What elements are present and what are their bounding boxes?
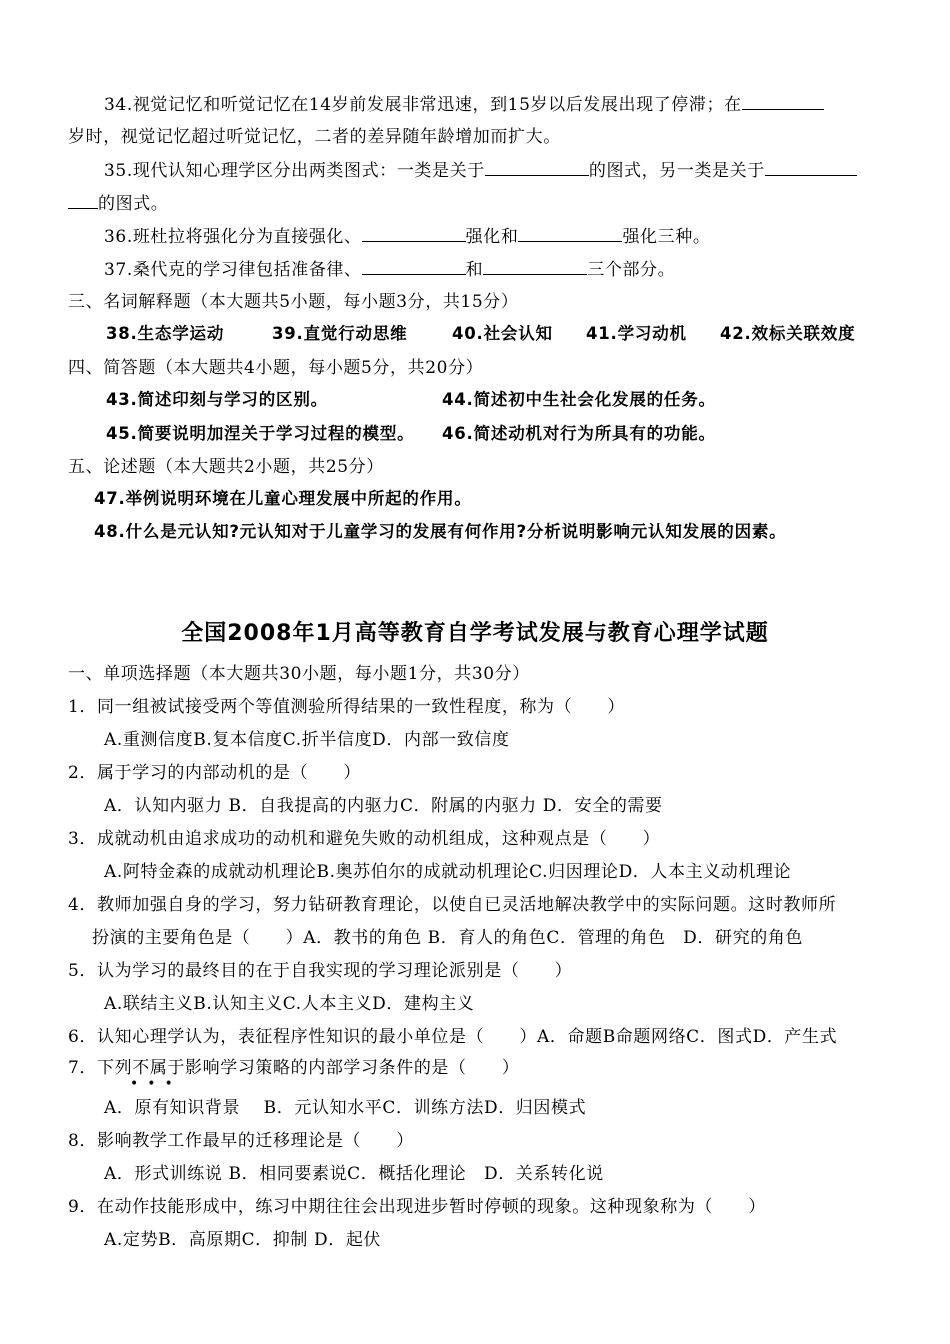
question-9: 9．在动作技能形成中，练习中期往往会出现进步暂时停顿的现象。这种现象称为（ ） bbox=[68, 1197, 766, 1217]
question-35-line2: 的图式。 bbox=[68, 193, 168, 214]
answer-blank bbox=[518, 226, 622, 242]
question-8: 8．影响教学工作最早的迁移理论是（ ） bbox=[68, 1131, 414, 1151]
question-35-line1: 35.现代认知心理学区分出两类图式：一类是关于 的图式，另一类是关于 bbox=[104, 160, 857, 181]
answer-blank bbox=[362, 226, 466, 242]
question-1-options: A.重测信度B.复本信度C.折半信度D．内部一致信度 bbox=[104, 730, 510, 750]
question-3-options: A.阿特金森的成就动机理论B.奥苏伯尔的成就动机理论C.归因理论D．人本主义动机理论 bbox=[104, 862, 792, 882]
question-9-options: A.定势B．高原期C．抑制 D．起伏 bbox=[104, 1230, 382, 1250]
question-3: 3．成就动机由追求成功的动机和避免失败的动机组成，这种观点是（ ） bbox=[68, 829, 661, 849]
question-34-line2: 岁时，视觉记忆超过听觉记忆，二者的差异随年龄增加而扩大。 bbox=[68, 127, 561, 147]
answer-blank bbox=[485, 160, 589, 176]
question-2-options: A．认知内驱力 B．自我提高的内驱力C．附属的内驱力 D．安全的需要 bbox=[104, 796, 663, 816]
section-3-heading: 三、名词解释题（本大题共5小题，每小题3分，共15分） bbox=[68, 292, 519, 312]
question-2: 2．属于学习的内部动机的是（ ） bbox=[68, 763, 362, 783]
question-8-options: A．形式训练说 B．相同要素说C．概括化理论 D．关系转化说 bbox=[104, 1164, 604, 1184]
question-7-options: A．原有知识背景 B．元认知水平C．训练方法D．归因模式 bbox=[104, 1098, 587, 1118]
question-46: 46.简述动机对行为所具有的功能。 bbox=[442, 424, 716, 443]
question-5-options: A.联结主义B.认知主义C.人本主义D．建构主义 bbox=[104, 994, 475, 1014]
question-48: 48.什么是元认知?元认知对于儿童学习的发展有何作用?分析说明影响元认知发展的因素。 bbox=[94, 522, 787, 541]
answer-blank bbox=[68, 193, 98, 209]
question-47: 47.举例说明环境在儿童心理发展中所起的作用。 bbox=[94, 489, 472, 508]
answer-blank bbox=[483, 259, 587, 275]
question-37: 37.桑代克的学习律包括准备律、 和 三个部分。 bbox=[104, 260, 676, 280]
section-4-heading: 四、简答题（本大题共4小题，每小题5分，共20分） bbox=[68, 358, 484, 378]
answer-blank bbox=[765, 160, 857, 176]
question-34-line1: 34.视觉记忆和听觉记忆在14岁前发展非常迅速，到15岁以后发展出现了停滞；在 bbox=[104, 94, 824, 115]
question-36: 36.班杜拉将强化分为直接强化、 强化和 强化三种。 bbox=[104, 227, 711, 247]
term-38: 38.生态学运动 bbox=[106, 324, 225, 343]
answer-blank bbox=[362, 259, 466, 275]
question-6: 6．认知心理学认为，表征程序性知识的最小单位是（ ）A．命题B命题网络C．图式D．产生式 bbox=[68, 1027, 838, 1047]
question-45: 45.简要说明加涅关于学习过程的模型。 bbox=[106, 424, 415, 443]
term-41: 41.学习动机 bbox=[586, 324, 687, 343]
question-43: 43.简述印刻与学习的区别。 bbox=[106, 390, 328, 409]
answer-blank bbox=[742, 94, 824, 110]
question-4-line1: 4．教师加强自身的学习，努力钻研教育理论，以使自已灵活地解决教学中的实际问题。这时教师所 bbox=[68, 895, 837, 915]
question-1: 1．同一组被试接受两个等值测验所得结果的一致性程度，称为（ ） bbox=[68, 697, 626, 717]
exam-title: 全国2008年1月高等教育自学考试发展与教育心理学试题 bbox=[181, 621, 769, 646]
term-42: 42.效标关联效度 bbox=[720, 324, 856, 343]
question-44: 44.简述初中生社会化发展的任务。 bbox=[442, 390, 716, 409]
question-5: 5．认为学习的最终目的在于自我实现的学习理论派别是（ ） bbox=[68, 961, 573, 981]
emphasis-dots: ••• bbox=[130, 1076, 182, 1092]
question-7: 7．下列不属于影响学习策略的内部学习条件的是（ ） bbox=[68, 1058, 520, 1078]
section-1-heading: 一、单项选择题（本大题共30小题，每小题1分，共30分） bbox=[68, 664, 530, 684]
term-40: 40.社会认知 bbox=[452, 324, 553, 343]
section-5-heading: 五、论述题（本大题共2小题，共25分） bbox=[68, 457, 384, 477]
question-4-line2: 扮演的主要角色是（ ）A．教书的角色 B．育人的角色C．管理的角色 D．研究的角色 bbox=[92, 928, 804, 948]
term-39: 39.直觉行动思维 bbox=[272, 324, 408, 343]
